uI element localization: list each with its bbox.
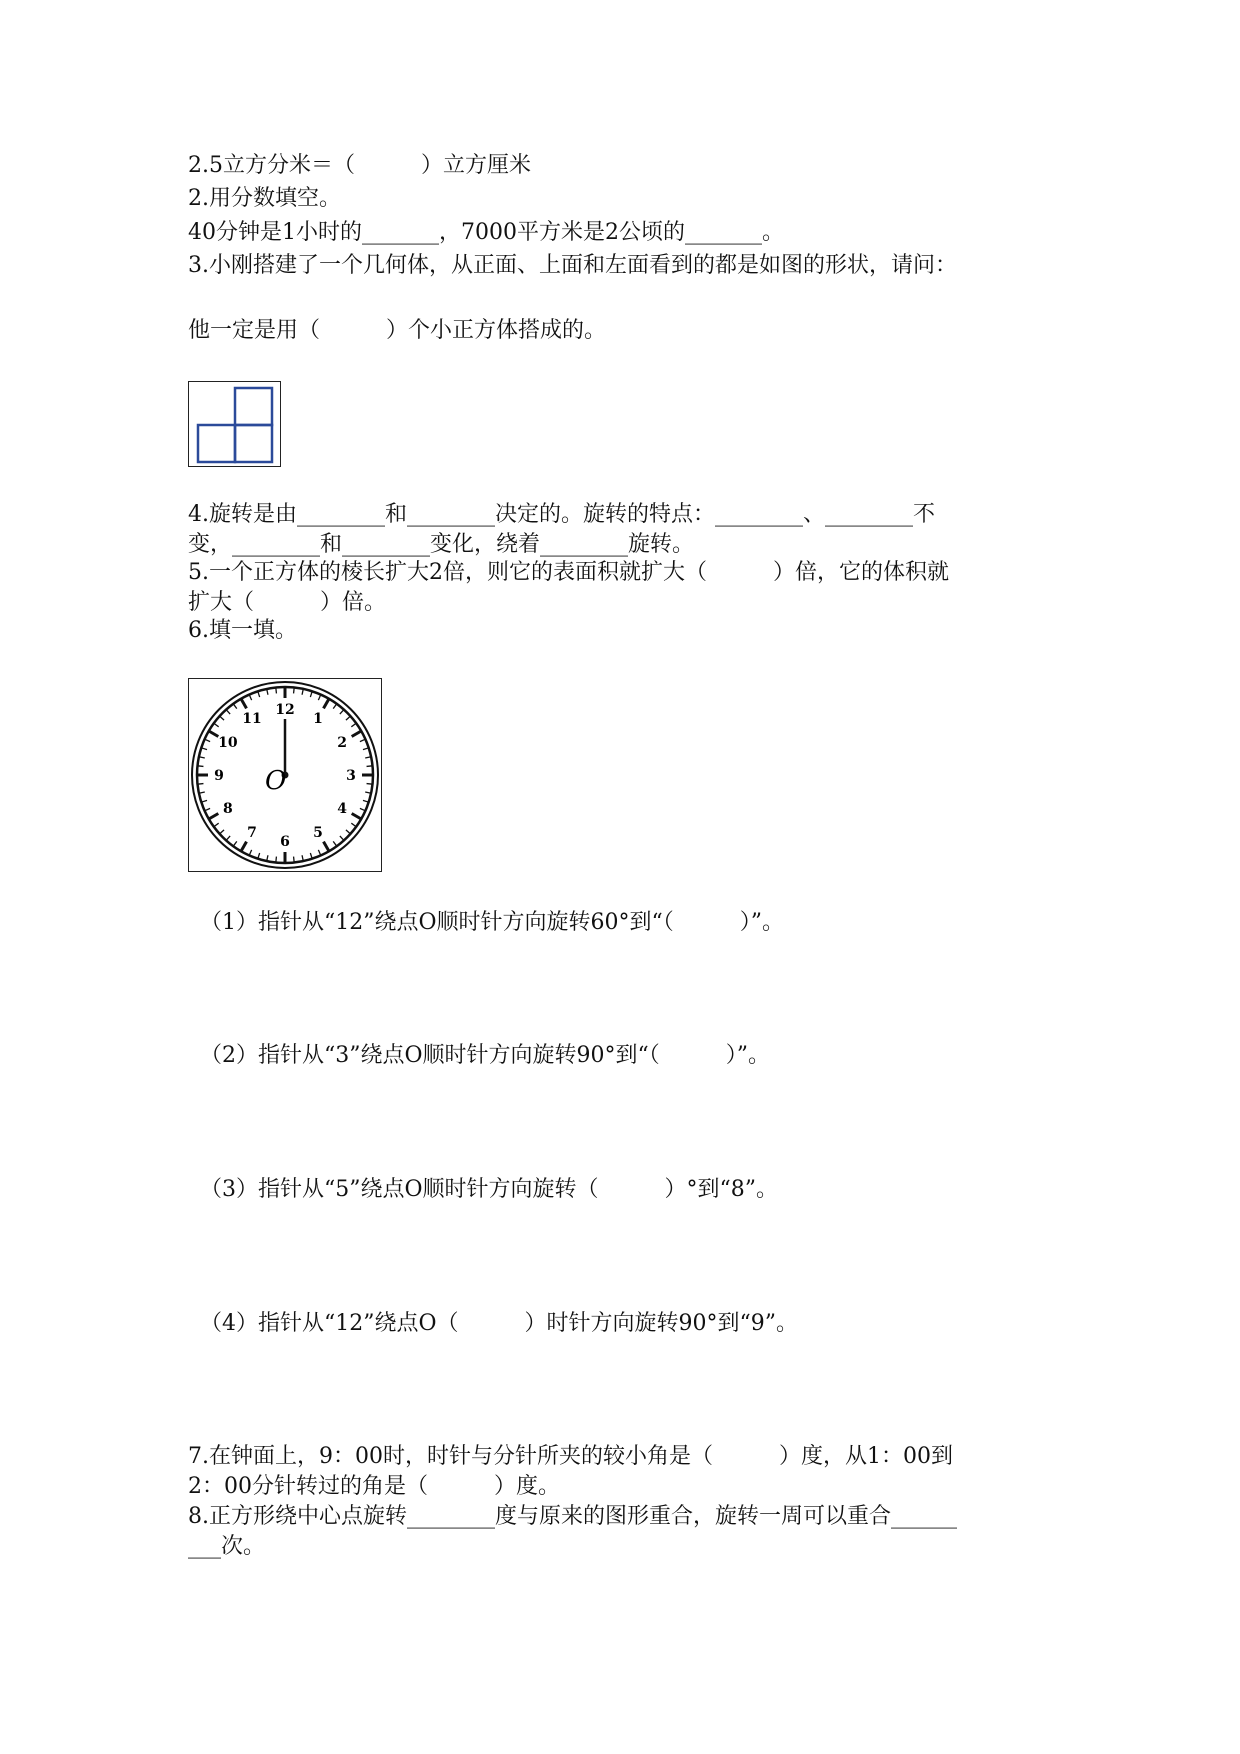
clock-number-12: 12 xyxy=(275,702,295,718)
q4-line2: 变，________和________变化，绕着________旋转。 xyxy=(188,532,695,557)
q7-line1: 7.在钟面上，9：00时，时针与分针所夹的较小角是（ ）度，从1：00到 xyxy=(188,1444,953,1469)
minute-tick xyxy=(367,784,373,785)
clock-number-8: 8 xyxy=(222,801,233,817)
minute-tick xyxy=(201,800,207,802)
q6-sub2: （2）指针从“3”绕点O顺时针方向旋转90°到“（ ）”。 xyxy=(200,1043,771,1068)
minute-tick xyxy=(214,823,219,827)
hour-tick xyxy=(241,842,247,852)
minute-tick xyxy=(197,784,203,785)
hour-tick xyxy=(324,699,330,709)
q4-line1: 4.旋转是由________和________决定的。旋转的特点：________、________不 xyxy=(188,502,935,527)
clock-number-1: 1 xyxy=(313,710,323,727)
minute-tick xyxy=(226,710,230,714)
q3-line1: 3.小刚搭建了一个几何体，从正面、上面和左面看到的都是如图的形状，请问： xyxy=(188,253,957,278)
hour-tick xyxy=(352,814,362,820)
clock-number-9: 9 xyxy=(214,768,224,784)
minute-tick xyxy=(351,823,356,827)
clock-number-11: 11 xyxy=(242,710,262,727)
square-top-right xyxy=(235,388,272,425)
clock-number-10: 10 xyxy=(218,735,238,751)
minute-tick xyxy=(258,691,260,697)
minute-tick xyxy=(294,687,295,693)
minute-tick xyxy=(214,723,219,727)
minute-tick xyxy=(233,841,237,846)
q2-title: 2.用分数填空。 xyxy=(188,186,341,211)
clock-number-2: 2 xyxy=(337,735,348,751)
q2-line: 40分钟是1小时的_______，7000平方米是2公顷的_______。 xyxy=(188,220,784,245)
minute-tick xyxy=(333,841,337,846)
minute-tick xyxy=(310,853,312,859)
q7-line2: 2：00分针转过的角是（ ）度。 xyxy=(188,1474,560,1499)
minute-tick xyxy=(346,830,350,834)
minute-tick xyxy=(333,704,337,709)
minute-tick xyxy=(233,704,237,709)
clock-number-4: 4 xyxy=(337,801,348,817)
q6-sub1: （1）指针从“12”绕点O顺时针方向旋转60°到“（ ）”。 xyxy=(200,910,785,935)
clock-number-5: 5 xyxy=(313,825,323,842)
minute-tick xyxy=(363,800,369,802)
q6-sub3: （3）指针从“5”绕点O顺时针方向旋转（ ）°到“8”。 xyxy=(200,1177,779,1202)
q8-line1: 8.正方形绕中心点旋转________度与原来的图形重合，旋转一周可以重合______ xyxy=(188,1504,957,1529)
q1-line: 2.5立方分米＝（ ）立方厘米 xyxy=(188,153,531,178)
clock-figure xyxy=(188,678,382,872)
square-bottom-left xyxy=(198,425,235,462)
l-shape-squares xyxy=(189,382,280,466)
minute-tick xyxy=(258,853,260,859)
center-label-o: O xyxy=(265,766,287,796)
square-bottom-right xyxy=(235,425,272,462)
q6-title: 6.填一填。 xyxy=(188,618,297,643)
hour-tick xyxy=(209,814,219,820)
hour-tick xyxy=(209,731,219,737)
minute-tick xyxy=(351,723,356,727)
q6-sub4: （4）指针从“12”绕点O（ ）时针方向旋转90°到“9”。 xyxy=(200,1311,799,1336)
hour-tick xyxy=(352,731,362,737)
minute-tick xyxy=(201,748,207,750)
minute-tick xyxy=(294,857,295,863)
minute-tick xyxy=(346,716,350,720)
minute-tick xyxy=(340,836,344,840)
minute-tick xyxy=(276,857,277,863)
minute-tick xyxy=(276,687,277,693)
q5-line2: 扩大（ ）倍。 xyxy=(188,590,387,615)
q5-line1: 5.一个正方体的棱长扩大2倍，则它的表面积就扩大（ ）倍，它的体积就 xyxy=(188,560,949,585)
hour-tick xyxy=(241,699,247,709)
minute-tick xyxy=(197,766,203,767)
minute-tick xyxy=(220,830,224,834)
q3-line2: 他一定是用（ ）个小正方体搭成的。 xyxy=(188,318,607,343)
q8-line2: ___次。 xyxy=(188,1534,266,1559)
clock-number-7: 7 xyxy=(247,825,257,842)
clock-face xyxy=(189,679,381,871)
clock-number-3: 3 xyxy=(346,768,356,784)
hour-tick xyxy=(324,842,330,852)
minute-tick xyxy=(340,710,344,714)
clock-number-6: 6 xyxy=(280,834,290,850)
minute-tick xyxy=(367,766,373,767)
minute-tick xyxy=(226,836,230,840)
minute-tick xyxy=(363,748,369,750)
minute-tick xyxy=(310,691,312,697)
q3-view-figure xyxy=(188,381,281,467)
minute-tick xyxy=(220,716,224,720)
